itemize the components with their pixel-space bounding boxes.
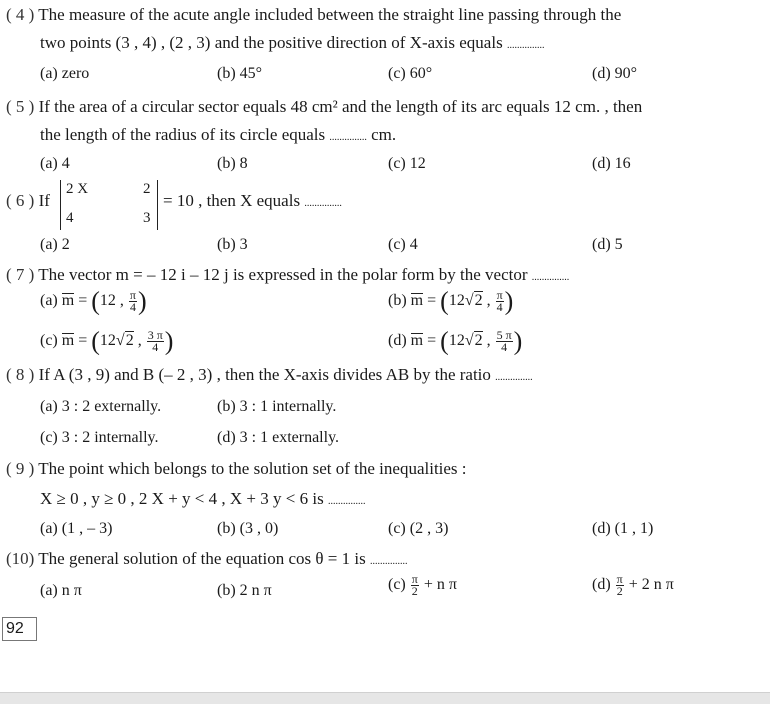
det-cell-12: 2	[143, 181, 151, 197]
q7-line1: ( 7 ) The vector m = – 12 i – 12 j is expressed in the polar form by the vector ...............	[6, 265, 570, 284]
q5-line2: the length of the radius of its circle equals ............... cm.	[40, 125, 397, 144]
q8-option-c: (c) 3 : 2 internally.	[40, 429, 159, 446]
q6-option-c: (c) 4	[388, 236, 418, 253]
q9-line2: X ≥ 0 , y ≥ 0 , 2 X + y < 4 , X + 3 y < 6 is ...............	[40, 489, 366, 508]
q10-option-d: (d) $\frac{\pi}{2}$ + 2 n π	[592, 572, 674, 598]
q9-line1: ( 9 ) The point which belongs to the solution set of the inequalities :	[6, 459, 467, 478]
q4-line2: two points (3 , 4) , (2 , 3) and the positive direction of X-axis equals ...............	[40, 33, 545, 52]
q7-option-c: (c) m = (12√2 , $\frac{3 \pi}{4}$ )	[40, 326, 174, 356]
q7-option-a: (a) m = (12 , $\frac{\pi}{4}$ )	[40, 286, 147, 316]
q6-option-d: (d) 5	[592, 236, 623, 253]
bottom-strip	[0, 692, 770, 704]
q4-option-d: (d) 90°	[592, 65, 638, 82]
q4-option-a: (a) zero	[40, 65, 90, 82]
fraction: $\frac{3 \pi}{4}$	[147, 328, 163, 354]
q8-option-d: (d) 3 : 1 externally.	[217, 429, 340, 446]
det-cell-11: 2 X	[66, 181, 89, 197]
q6-tail: = 10 , then X equals ...............	[163, 191, 342, 210]
q6-option-a: (a) 2	[40, 236, 70, 253]
q7-option-d: (d) m = (12√2 , $\frac{5 \pi}{4}$ )	[388, 326, 523, 356]
q6-option-b: (b) 3	[217, 236, 248, 253]
q5-option-b: (b) 8	[217, 155, 248, 172]
q10-option-c: (c) $\frac{\pi}{2}$ + n π	[388, 572, 457, 598]
q9-option-a: (a) (1 , – 3)	[40, 520, 113, 537]
q7-option-b: (b) m = (12√2 , $\frac{\pi}{4}$ )	[388, 286, 514, 316]
q10-option-b: (b) 2 n π	[217, 582, 272, 599]
q8-line1: ( 8 ) If A (3 , 9) and B (– 2 , 3) , then the X-axis divides AB by the ratio ...............	[6, 365, 533, 384]
fraction: $\frac{5 \pi}{4}$	[496, 328, 512, 354]
fraction: $\frac{\pi}{2}$	[411, 572, 418, 598]
det-cell-21: 4	[66, 210, 74, 226]
q8-option-b: (b) 3 : 1 internally.	[217, 398, 337, 415]
q9-option-d: (d) (1 , 1)	[592, 520, 654, 537]
q9-option-b: (b) (3 , 0)	[217, 520, 279, 537]
q5-line1: ( 5 ) If the area of a circular sector equals 48 cm² and the length of its arc equals 12 cm. , then	[6, 97, 643, 116]
q9-option-c: (c) (2 , 3)	[388, 520, 449, 537]
q4-line1: ( 4 ) The measure of the acute angle included between the straight line passing through the	[6, 5, 622, 24]
fraction: $\frac{\pi}{4}$	[496, 288, 503, 314]
q5-option-a: (a) 4	[40, 155, 70, 172]
q6-prefix: ( 6 ) If	[6, 191, 50, 210]
page-number: 92	[2, 617, 37, 641]
fraction: $\frac{\pi}{4}$	[129, 288, 136, 314]
q4-option-c: (c) 60°	[388, 65, 433, 82]
q10-line1: (10) The general solution of the equation cos θ = 1 is ...............	[6, 549, 408, 568]
q5-option-c: (c) 12	[388, 155, 426, 172]
q8-option-a: (a) 3 : 2 externally.	[40, 398, 162, 415]
det-cell-22: 3	[143, 210, 151, 226]
q4-option-b: (b) 45°	[217, 65, 263, 82]
fraction: $\frac{\pi}{2}$	[616, 572, 623, 598]
q5-option-d: (d) 16	[592, 155, 631, 172]
q10-option-a: (a) n π	[40, 582, 82, 599]
